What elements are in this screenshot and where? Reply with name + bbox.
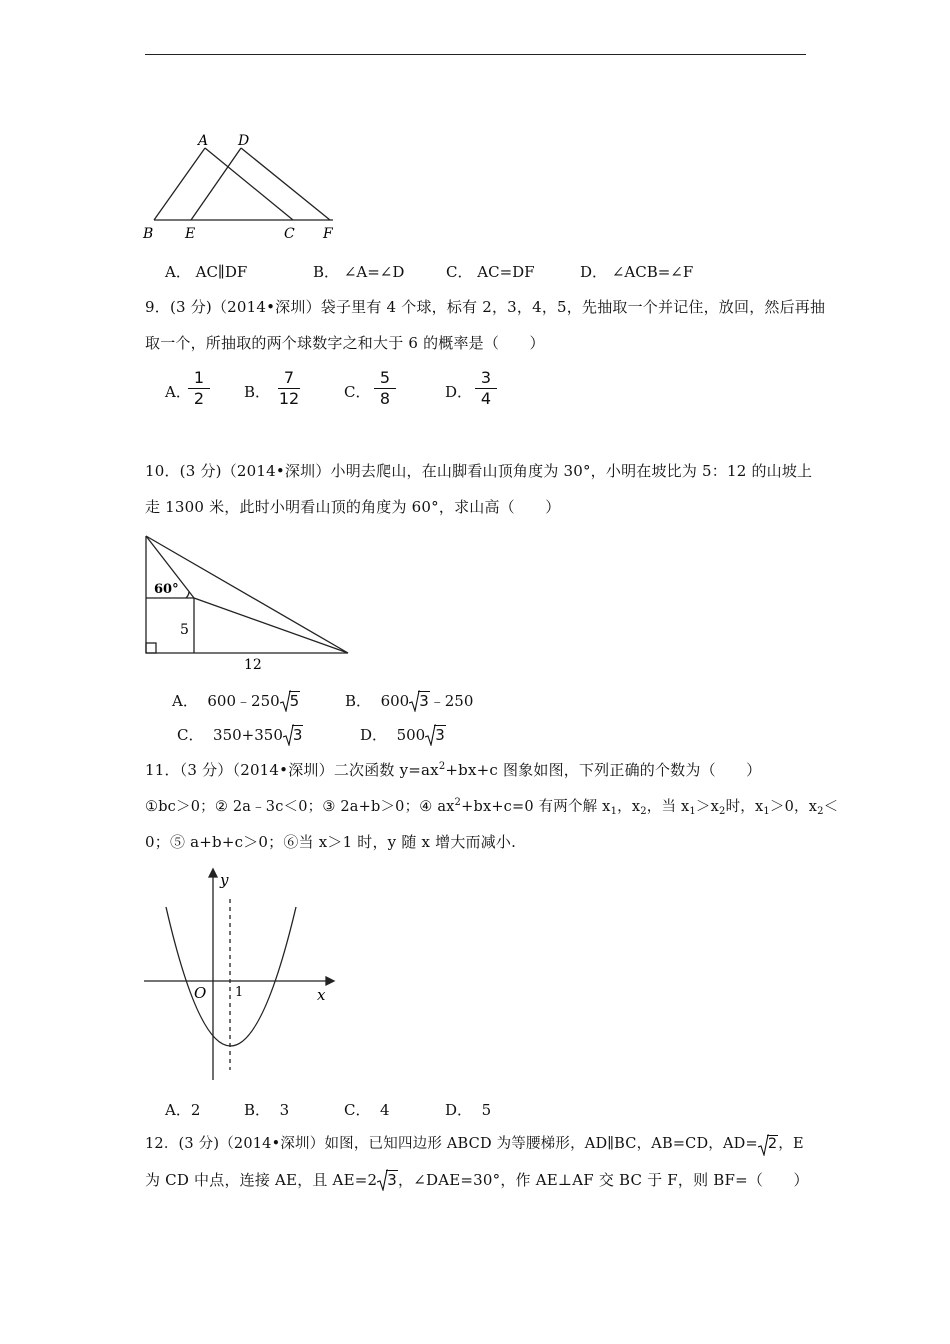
tick-one-label: 1 [235, 985, 244, 1000]
width-label: 12 [244, 657, 262, 673]
q11-text-line3: 0；⑤ a+b+c＞0；⑥当 x＞1 时，y 随 x 增大而减小. [145, 833, 517, 851]
label-E: E [185, 226, 196, 242]
q10-option-c: C． 350+350 3 [177, 726, 303, 744]
height-label: 5 [180, 622, 189, 638]
label-A: A [198, 133, 209, 149]
label-B: B [143, 226, 154, 242]
q10-option-d: D． 500 3 [360, 726, 445, 744]
q8-option-d: D． ∠ACB=∠F [580, 263, 694, 281]
q12-text-line2: 为 CD 中点，连接 AE，且 AE=2 3，∠DAE=30°，作 AE⊥AF 交 BC 于 F，则 BF=（ ） [145, 1171, 809, 1189]
q9-text-line2: 取一个，所抽取的两个球数字之和大于 6 的概率是（ ） [145, 334, 545, 352]
label-D: D [238, 133, 250, 149]
q9-option-b-fraction: $\frac{7}{12}$ [278, 368, 300, 408]
q9-option-a-fraction: $\frac{1}{2}$ [188, 368, 210, 409]
q10-text-line1: 10．(3 分)（2014•深圳）小明去爬山，在山脚看山顶角度为 30°，小明在坡比为 5：12 的山坡上 [145, 462, 813, 480]
q12-text-line1: 12．(3 分)（2014•深圳）如图，已知四边形 ABCD 为等腰梯形，AD∥BC，AB=CD，AD= 2，E [145, 1132, 804, 1153]
q9-option-c-key: C． [344, 383, 371, 401]
q9-option-d-fraction: $\frac{3}{4}$ [475, 368, 497, 409]
label-F: F [323, 226, 333, 242]
q11-option-b: B． 3 [244, 1101, 290, 1119]
q8-option-a: A． AC∥DF [165, 263, 248, 281]
q9-option-a-key: A． [165, 383, 191, 401]
q11-text-line2: ①bc＞0；② 2a﹣3c＜0；③ 2a+b＞0；④ $ax^2+bx+c=0$ 有两个解 $x_1$，$x_2$，当 $x_1>x_2$时，$x_1>0$，$x_2<$ [145, 797, 839, 817]
q8-option-c: C． AC=DF [446, 263, 535, 281]
q11-text-line1: 11．（3 分）（2014•深圳）二次函数 $y=ax^2+bx+c$ 图象如图，下列正确的个数为（ ） [145, 761, 762, 779]
origin-label: O [194, 984, 207, 1002]
x-axis-label: x [317, 986, 326, 1004]
y-axis-label: y [220, 871, 229, 889]
q11-parabola-figure [140, 865, 340, 1085]
q10-figure [140, 530, 355, 675]
q9-option-c-fraction: $\frac{5}{8}$ [374, 368, 396, 409]
q10-option-b: B． 600 3﹣250 [345, 692, 474, 710]
q9-text-line1: 9．(3 分)（2014•深圳）袋子里有 4 个球，标有 2，3，4，5，先抽取一个并记住，放回，然后再抽 [145, 298, 826, 316]
q11-option-a: A．2 [165, 1101, 201, 1119]
q8-option-b: B． ∠A=∠D [313, 263, 405, 281]
angle-label: 60° [154, 582, 179, 597]
q10-text-line2: 走 1300 米，此时小明看山顶的角度为 60°，求山高（ ） [145, 498, 561, 516]
q9-option-b-key: B． [244, 383, 271, 401]
q11-option-c: C． 4 [344, 1101, 390, 1119]
label-C: C [284, 226, 295, 242]
q10-option-a: A． 600﹣250 5 [172, 692, 300, 710]
q9-option-d-key: D． [445, 383, 473, 401]
q8-figure [140, 130, 340, 245]
q11-option-d: D． 5 [445, 1101, 492, 1119]
header-rule [145, 54, 806, 55]
